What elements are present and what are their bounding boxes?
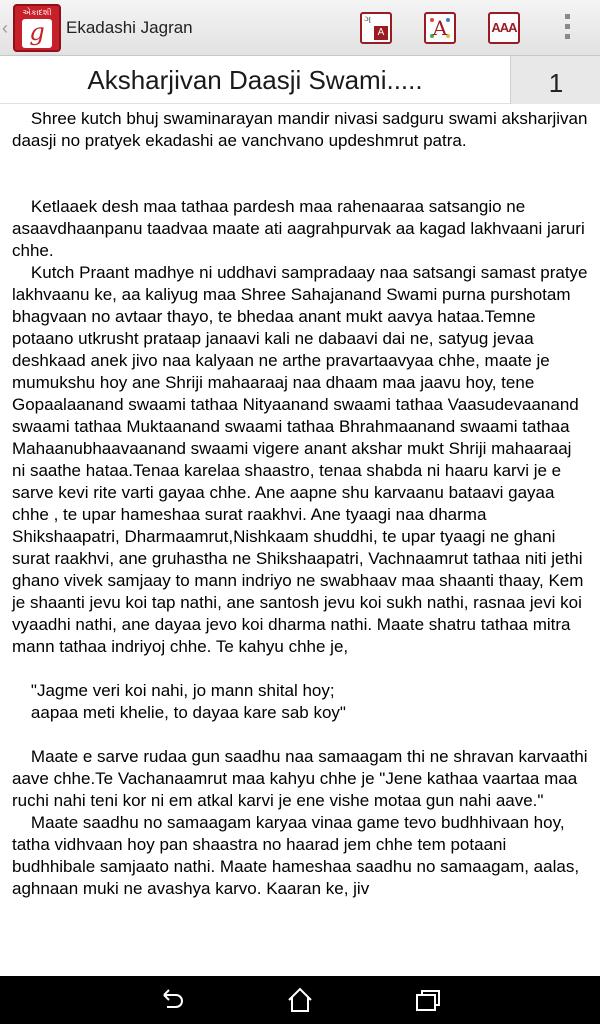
back-icon[interactable] <box>158 986 186 1014</box>
language-switch-button[interactable] <box>360 12 392 44</box>
heading-bar <box>0 56 600 104</box>
font-style-glyph: A <box>432 16 448 40</box>
font-size-glyph: AAA <box>491 20 517 35</box>
gujarati-glyph: ગ <box>364 15 372 26</box>
up-navigation-chevron-icon[interactable]: ‹ <box>2 18 8 38</box>
home-icon[interactable] <box>286 986 314 1014</box>
paragraph-satsang: Maate e sarve rudaa gun saadhu naa samaagam thi ne shravan karvaathi aave chhe.Te Vachanaamrut maa kahyu chhe je "Jene kathaa vaartaa maa ruchi nahi teni kor ni em atkal karvi je ene vishe motaa gun nahi aave." <box>12 747 593 810</box>
system-nav-bar <box>0 976 600 1024</box>
logo-top-text: એકાદશી <box>22 8 52 17</box>
action-bar <box>0 0 600 56</box>
logo-letter: g <box>22 19 52 48</box>
font-size-button[interactable] <box>488 12 520 44</box>
font-style-button[interactable] <box>424 12 456 44</box>
page-number: 1 <box>548 68 564 98</box>
document-title: Aksharjivan Daasji Swami..... <box>87 65 423 95</box>
app-title: Ekadashi Jagran <box>66 18 193 37</box>
paragraph-sadhu: Maate saadhu no samaagam karyaa vinaa game tevo budhhivaan hoy, tatha vidhvaan hoy pan shaastra no haarad jem chhe tem potaani budhhibale samjaato nathi. Maate hameshaa saadhu no samaagam, aalas, aghnaan muki ne avashya karvo. Kaaran ke, jiv <box>12 813 584 898</box>
overflow-menu-icon[interactable] <box>564 14 572 42</box>
app-logo-icon[interactable] <box>13 4 61 52</box>
paragraph-purpose: Ketlaaek desh maa tathaa pardesh maa rahenaaraa satsangio ne asaavdhaanpanu taadvaa maate ati aagrahpurvak aa kagad lakhvaani jaruri chhe. <box>12 197 590 260</box>
paragraph-intro: Shree kutch bhuj swaminarayan mandir nivasi sadguru swami aksharjivan daasji no pratyek ekadashi ae vanchvano updeshmrut patra. <box>12 109 593 150</box>
recent-apps-icon[interactable] <box>414 986 442 1014</box>
document-body[interactable] <box>0 104 600 976</box>
paragraph-main: Kutch Praant madhye ni uddhavi sampradaay naa satsangi samast pratye lakhvaanu ke, aa kaliyug maa Shree Sahajanand Swami purna purshotam bhagvaan no avtaar thayo, te bhedaa anant mukt aavya hataa.Temne potaano utkrusht prataap janaavi kali ne dabaavi dai ne, satyug jevaa deshkaad anek jivo naa kalyaan ne arthe pravartaavyaa chhe, maate je mumukshu hoy ane Shriji mahaaraaj naa dhaam maa jaavu hoy, tene Gopaalaanand swaami tathaa Nityaanand swaami tathaa Vaasudevaanand swaami tathaa Muktaanand swaami tathaa Bhrahmaanand swaami tathaa Mahaanubhaavaanand swaami vigere anant akshar mukt Shriji mahaaraaj ni saathe hataa.Tenaa karelaa shaastro, tenaa shabda ni haaru karvi je e sarve kevi rite varti gayaa chhe. Ane aapne shu karvaanu bataavi gayaa chhe , te upar hameshaa surat raakhvi. Ane tyaagi naa dharma Shikshaapatri, Dharmaamrut,Nishkaam shuddhi, te upar tyaagi ne ghani surat raakhvi, ane gruhastha ne Shikshaapatri, Vachnaamrut tathaa niti jethi ghano vivek samjaay to mann indriyo ne swabhaav maa shaanti thaay, Kem je shaanti jevu koi tap nathi, ane santosh jevu koi sukh nathi, rasnaa jevi koi vyaadhi nathi, ane dayaa jevo koi dharma nathi. Maate shatru tathaa mitra mann tathaa indriyoj chhe. Te kahyu chhe je, <box>12 263 593 656</box>
latin-glyph: A <box>374 26 388 40</box>
couplet: "Jagme veri koi nahi, jo mann shital hoy; aapaa meti khelie, to dayaa kare sab koy" <box>30 681 346 722</box>
page-number-box[interactable] <box>510 56 600 104</box>
